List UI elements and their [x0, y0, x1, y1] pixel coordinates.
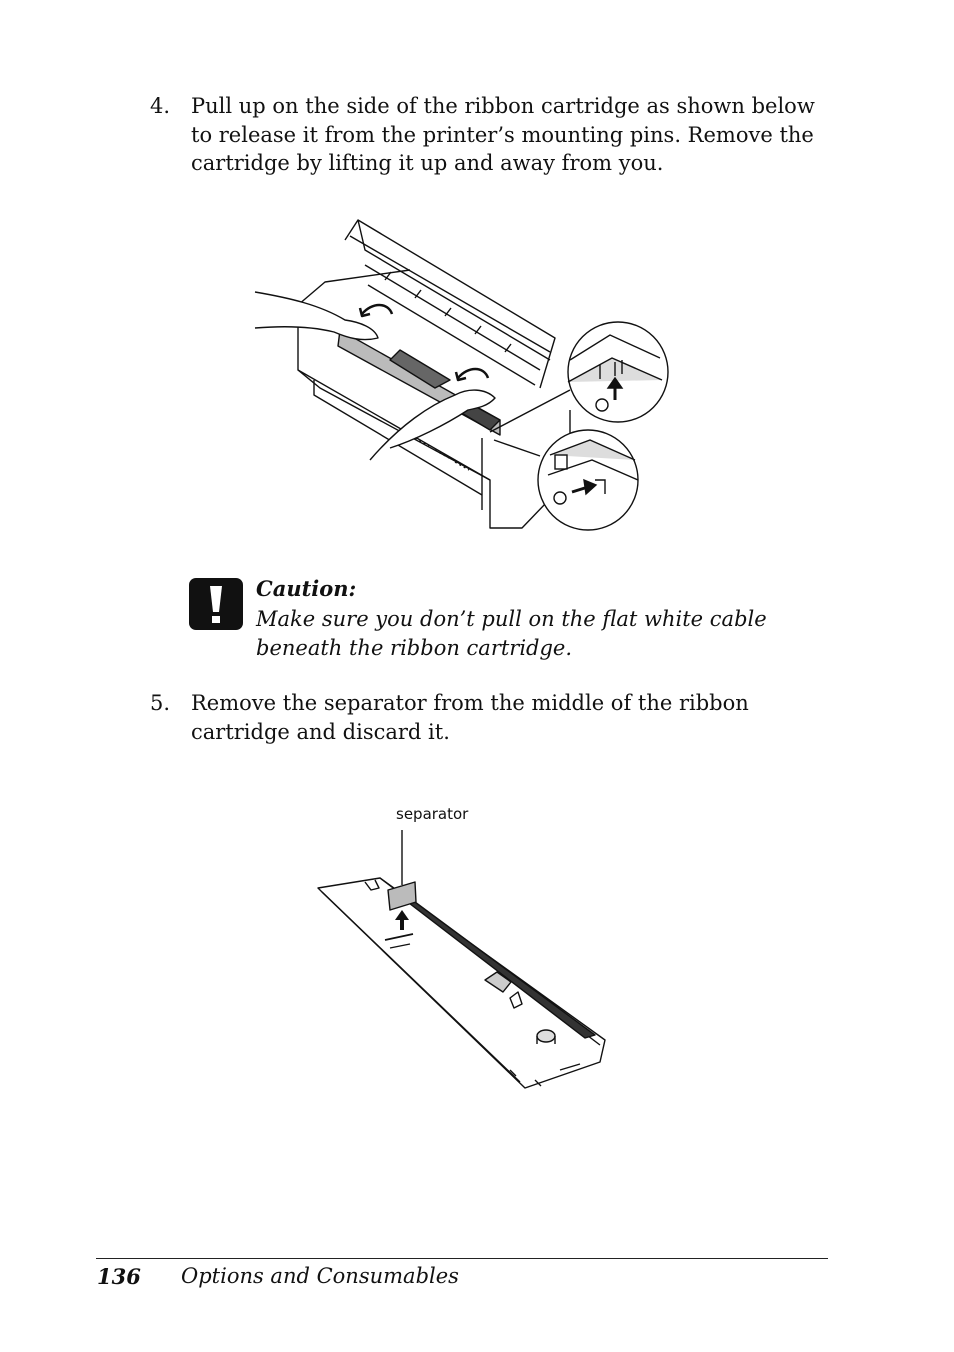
caution-icon [189, 578, 243, 630]
caution-title: Caution: [256, 576, 357, 601]
ribbon-cartridge-illustration [310, 830, 615, 1095]
separator-label: separator [396, 805, 469, 823]
page-number: 136 [97, 1264, 141, 1289]
footer-rule [96, 1258, 828, 1259]
step-text: Remove the separator from the middle of the ribbon cartridge and discard it. [191, 691, 749, 744]
ribbon-removal-illustration [250, 210, 675, 540]
step-number: 5. [150, 691, 171, 715]
caution-text: Make sure you don’t pull on the flat white cable beneath the ribbon cartridge. [256, 607, 767, 660]
step-text: Pull up on the side of the ribbon cartridge as shown below to release it from the printer’s mounting pins. Remove the cartridge by lifting it up and away from you. [191, 94, 815, 175]
section-name: Options and Consumables [181, 1264, 459, 1288]
step-number: 4. [150, 94, 171, 118]
